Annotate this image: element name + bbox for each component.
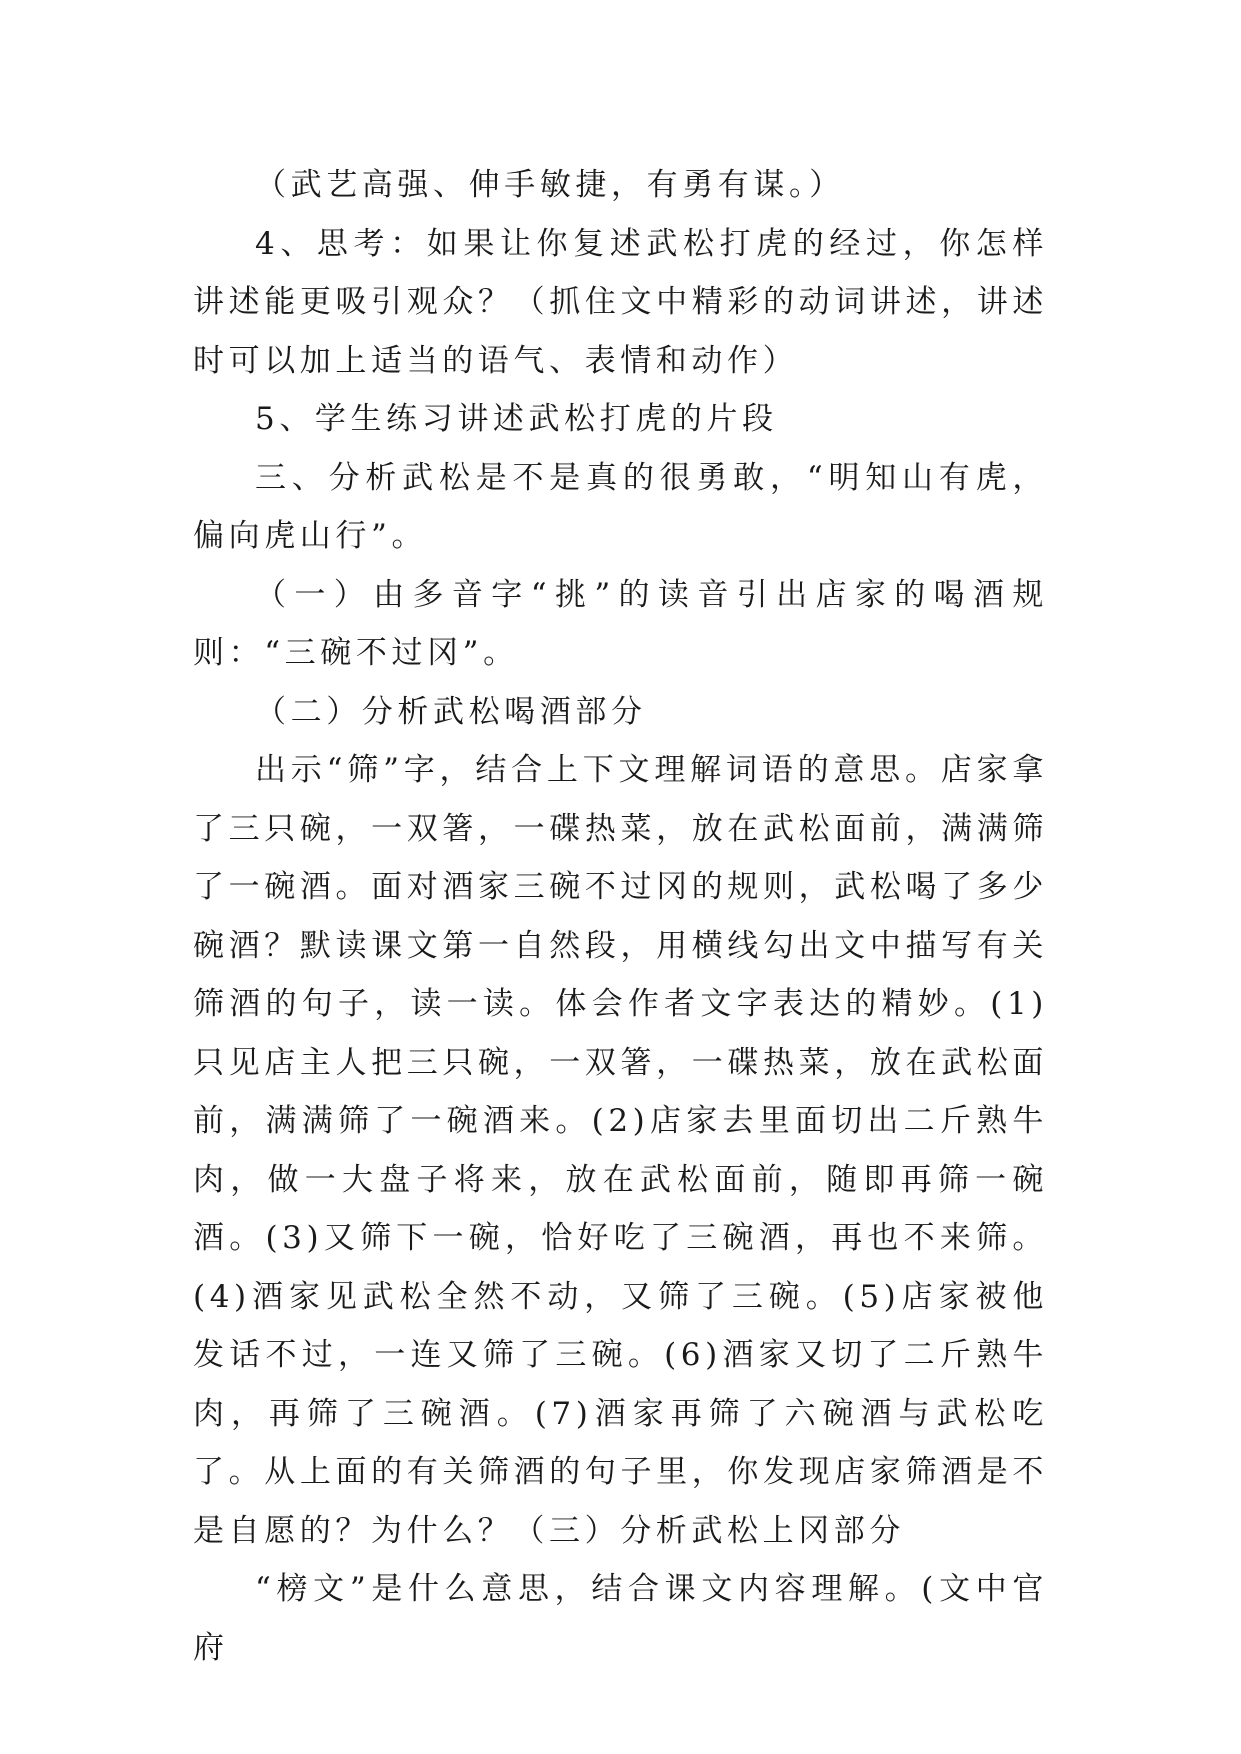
paragraph-answer-traits: （武艺高强、伸手敏捷，有勇有谋。）	[255, 167, 845, 203]
paragraph-notice-analysis: “榜文”是什么意思，结合课文内容理解。(文中官府	[193, 1571, 1048, 1666]
paragraph-subsection-2-heading: （二）分析武松喝酒部分	[255, 693, 647, 730]
paragraph-step-5-practice: 5、学生练习讲述武松打虎的片段	[255, 401, 778, 437]
paragraph-step-4-retell: 4、思考：如果让你复述武松打虎的经过，你怎样讲述能更吸引观众？（抓住文中精彩的动词讲述，讲述时可以加上适当的语气、表情和动作）	[193, 225, 1048, 379]
document-body	[193, 156, 1048, 1677]
paragraph-subsection-1: （一）由多音字“挑”的读音引出店家的喝酒规则：“三碗不过冈”。	[193, 576, 1048, 671]
paragraph-wine-analysis: 出示“筛”字，结合上下文理解词语的意思。店家拿了三只碗，一双箸，一碟热菜，放在武松面前，满满筛了一碗酒。面对酒家三碗不过冈的规则，武松喝了多少碗酒？默读课文第一自然段，用横线勾出文中描写有关筛酒的句子，读一读。体会作者文字表达的精妙。(1)只见店主人把三只碗，一双箸，一碟热菜，放在武松面前，满满筛了一碗酒来。(2)店家去里面切出二斤熟牛肉，做一大盘子将来，放在武松面前，随即再筛一碗酒。(3)又筛下一碗，恰好吃了三碗酒，再也不来筛。 (4)酒家见武松全然不动，又筛了三碗。(5)店家被他发话不过，一连又筛了三碗。(6)酒家又切了二斤熟牛肉，再筛了三碗酒。(7)酒家再筛了六碗酒与武松吃了。从上面的有关筛酒的句子里，你发现店家筛酒是不是自愿的？为什么？（三）分析武松上冈部分	[193, 752, 1048, 1549]
paragraph-section-3-heading: 三、分析武松是不是真的很勇敢，“明知山有虎，偏向虎山行”。	[193, 459, 1048, 554]
